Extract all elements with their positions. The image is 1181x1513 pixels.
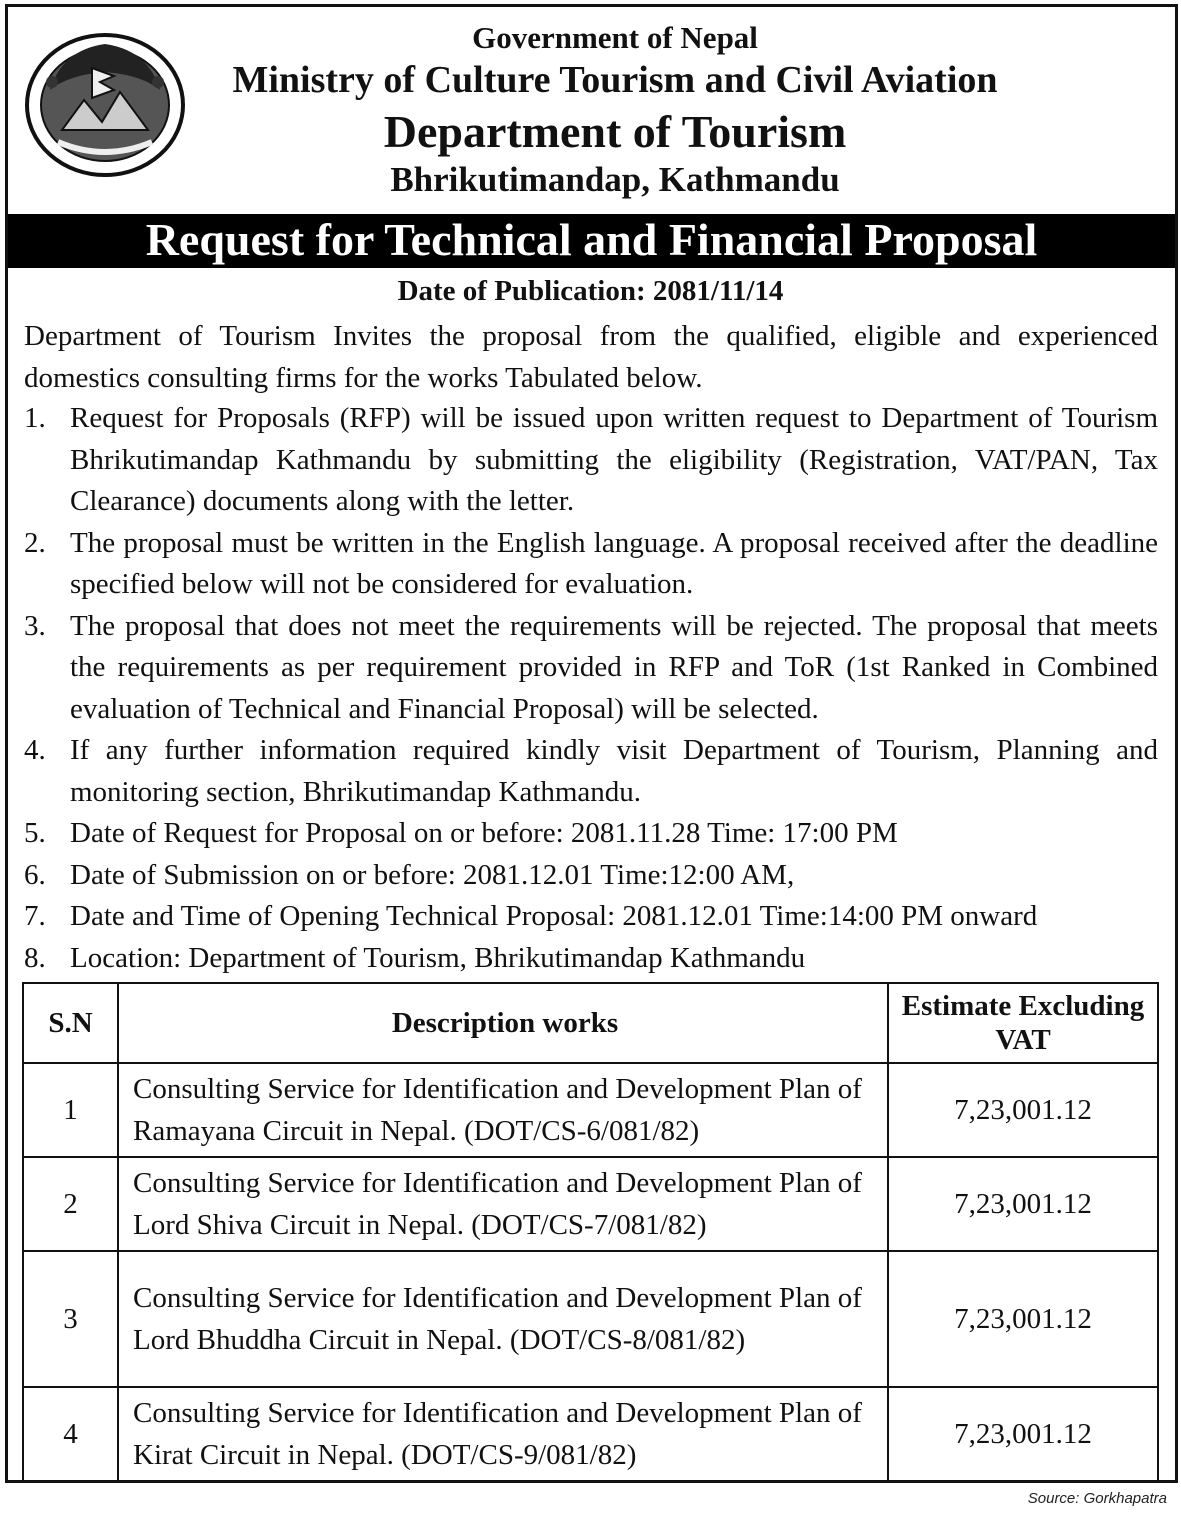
cell-sn: 3 [23, 1251, 118, 1387]
list-item-text: Date of Request for Proposal on or before: 2081.11.28 Time: 17:00 PM [70, 817, 898, 849]
cell-description: Consulting Service for Identification and Development Plan of Lord Bhuddha Circuit in Nepal. (DOT/CS-8/081/82) [118, 1251, 888, 1387]
list-item-text: Date of Submission on or before: 2081.12.01 Time:12:00 AM, [70, 858, 795, 891]
list-item [24, 523, 1158, 606]
cell-estimate: 7,23,001.12 [888, 1251, 1158, 1387]
cell-estimate: 7,23,001.12 [888, 1387, 1158, 1481]
list-item [24, 896, 1158, 938]
intro-paragraph: Department of Tourism Invites the proposal from the qualified, eligible and experienced domestics consulting firms for the works Tabulated below. [24, 320, 1158, 394]
source-credit: Source: Gorkhapatra [1027, 1490, 1167, 1507]
column-header-description: Description works [118, 983, 888, 1063]
list-item-text: The proposal must be written in the English language. A proposal received after the deadline specified below will not be considered for evaluation. [70, 526, 1158, 600]
cell-estimate: 7,23,001.12 [888, 1157, 1158, 1251]
cell-sn: 2 [23, 1157, 118, 1251]
cell-sn: 1 [23, 1063, 118, 1157]
government-heading: Government of Nepal [472, 20, 758, 55]
list-item-number: 5. [24, 817, 46, 849]
table-row [23, 1063, 1158, 1157]
list-item [24, 855, 1158, 897]
cell-description: Consulting Service for Identification and Development Plan of Ramayana Circuit in Nepal. (DOT/CS-6/081/82) [118, 1063, 888, 1157]
list-item [24, 938, 1158, 980]
address-heading: Bhrikutimandap, Kathmandu [390, 160, 840, 199]
column-header-sn: S.N [23, 983, 118, 1063]
list-item-text: Date and Time of Opening Technical Proposal: 2081.12.01 Time:14:00 PM onward [70, 900, 1038, 932]
list-item-number: 7. [24, 900, 46, 932]
table-row [23, 1251, 1158, 1387]
department-heading: Department of Tourism [383, 106, 847, 157]
list-item-number: 2. [24, 526, 46, 559]
cell-sn: 4 [23, 1387, 118, 1481]
table-header-row [23, 983, 1158, 1063]
works-table [22, 982, 1159, 1482]
list-item-text: Location: Department of Tourism, Bhrikutimandap Kathmandu [70, 941, 806, 974]
nepal-government-emblem-icon [22, 30, 188, 180]
list-item-text: Request for Proposals (RFP) will be issued upon written request to Department of Tourism Bhrikutimandap Kathmandu by submitting the eligibility (Registration, VAT/PAN, Tax Clearance) documents along with the letter. [70, 402, 1158, 517]
table-row [23, 1387, 1158, 1481]
list-item [24, 730, 1158, 813]
list-item [24, 813, 1158, 855]
list-item-text: The proposal that does not meet the requirements will be rejected. The proposal that meets the requirements as per requirement provided in RFP and ToR (1st Ranked in Combined evaluation of Technical and Financial Proposal) will be selected. [70, 609, 1158, 725]
list-item-number: 1. [24, 402, 46, 434]
notice-title-banner: Request for Technical and Financial Proposal [8, 214, 1175, 268]
ministry-heading: Ministry of Culture Tourism and Civil Aviation [232, 59, 998, 101]
column-header-estimate: Estimate Excluding VAT [888, 983, 1158, 1063]
list-item-number: 3. [24, 609, 46, 642]
publication-date: Date of Publication: 2081/11/14 [397, 275, 784, 307]
cell-estimate: 7,23,001.12 [888, 1063, 1158, 1157]
list-item-number: 4. [24, 734, 46, 766]
list-item-number: 6. [24, 858, 46, 891]
list-item-text: If any further information required kindly visit Department of Tourism, Planning and monitoring section, Bhrikutimandap Kathmandu. [70, 734, 1158, 808]
list-item-number: 8. [24, 941, 46, 974]
list-item [24, 398, 1158, 523]
list-item [24, 606, 1158, 731]
notice-items-list [24, 398, 1158, 979]
table-row [23, 1157, 1158, 1251]
cell-description: Consulting Service for Identification and Development Plan of Lord Shiva Circuit in Nepal. (DOT/CS-7/081/82) [118, 1157, 888, 1251]
cell-description: Consulting Service for Identification and Development Plan of Kirat Circuit in Nepal. (DOT/CS-9/081/82) [118, 1387, 888, 1481]
